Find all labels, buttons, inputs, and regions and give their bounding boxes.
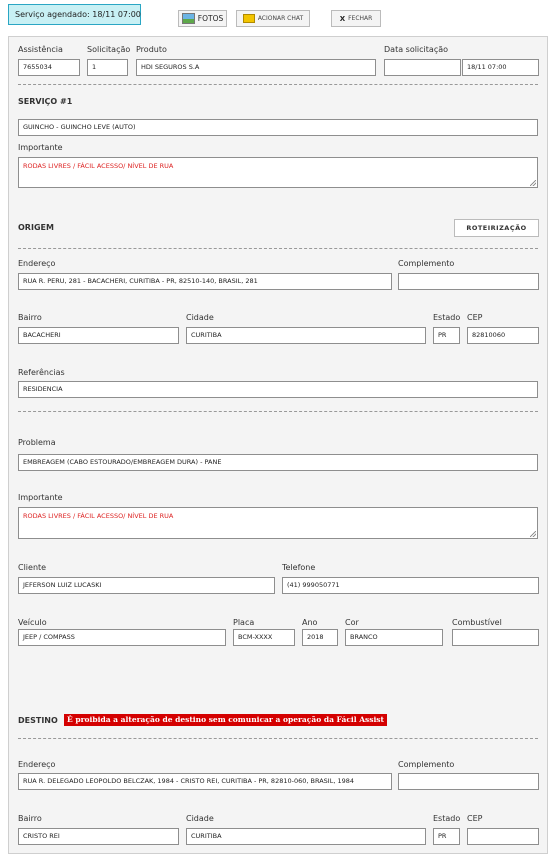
solicitacao-label: Solicitação <box>87 45 131 54</box>
destino-estado-label: Estado <box>433 814 461 823</box>
divider <box>18 84 538 85</box>
problema-importante-label: Importante <box>18 493 63 502</box>
destino-estado-input[interactable]: PR <box>433 828 460 845</box>
destino-bairro-label: Bairro <box>18 814 42 823</box>
cliente-input[interactable]: JEFERSON LUIZ LUCASKI <box>18 577 275 594</box>
origem-cidade-input[interactable]: CURITIBA <box>186 327 426 344</box>
data-solicitacao-time-input[interactable]: 18/11 07:00 <box>462 59 539 76</box>
servico-importante-text: RODAS LIVRES / FÁCIL ACESSO/ NÍVEL DE RUA <box>23 162 174 170</box>
scheduled-badge-text: Serviço agendado: 18/11 07:00 <box>15 10 141 19</box>
divider <box>18 738 538 739</box>
close-label: FECHAR <box>348 15 373 22</box>
data-solicitacao-date-input[interactable] <box>384 59 461 76</box>
scheduled-badge <box>8 4 141 25</box>
servico-title: SERVIÇO #1 <box>18 97 73 106</box>
origem-complemento-label: Complemento <box>398 259 455 268</box>
combustivel-input[interactable] <box>452 629 539 646</box>
problema-input[interactable]: EMBREAGEM (CABO ESTOURADO/EMBREAGEM DURA) - PANE <box>18 454 538 471</box>
placa-label: Placa <box>233 618 255 627</box>
ano-input[interactable]: 2018 <box>302 629 338 646</box>
chat-button[interactable] <box>236 10 310 27</box>
destino-cep-label: CEP <box>467 814 483 823</box>
photos-button[interactable] <box>178 10 227 27</box>
problema-importante-textarea[interactable] <box>18 507 538 539</box>
produto-label: Produto <box>136 45 167 54</box>
origem-endereco-label: Endereço <box>18 259 56 268</box>
destino-cidade-label: Cidade <box>186 814 214 823</box>
origem-complemento-input[interactable] <box>398 273 539 290</box>
origem-cep-input[interactable]: 82810060 <box>467 327 539 344</box>
cor-label: Cor <box>345 618 359 627</box>
resize-grip-icon[interactable] <box>530 531 536 537</box>
origem-estado-input[interactable]: PR <box>433 327 460 344</box>
close-icon: X <box>339 14 346 23</box>
origem-cep-label: CEP <box>467 313 483 322</box>
origem-cidade-label: Cidade <box>186 313 214 322</box>
solicitacao-input[interactable]: 1 <box>87 59 128 76</box>
chat-label: ACIONAR CHAT <box>257 15 304 22</box>
destino-complemento-label: Complemento <box>398 760 455 769</box>
resize-grip-icon[interactable] <box>530 180 536 186</box>
origem-referencias-label: Referências <box>18 368 65 377</box>
divider <box>18 248 538 249</box>
close-button[interactable] <box>331 10 381 27</box>
servico-importante-label: Importante <box>18 143 63 152</box>
placa-input[interactable]: BCM-XXXX <box>233 629 295 646</box>
destino-bairro-input[interactable]: CRISTO REI <box>18 828 179 845</box>
destino-title: DESTINO <box>18 716 58 725</box>
envelope-icon <box>243 14 255 23</box>
servico-importante-textarea[interactable] <box>18 157 538 188</box>
telefone-input[interactable]: (41) 999050771 <box>282 577 539 594</box>
veiculo-input[interactable]: JEEP / COMPASS <box>18 629 226 646</box>
photos-label: FOTOS <box>197 14 224 23</box>
ano-label: Ano <box>302 618 318 627</box>
veiculo-label: Veículo <box>18 618 47 627</box>
photos-icon <box>182 13 195 24</box>
telefone-label: Telefone <box>282 563 316 572</box>
problema-label: Problema <box>18 438 56 447</box>
destino-endereco-input[interactable]: RUA R. DELEGADO LEOPOLDO BELCZAK, 1984 - CRISTO REI, CURITIBA - PR, 82810-060, BRASIL, 1984 <box>18 773 392 790</box>
destino-warning-banner: É proibida a alteração de destino sem comunicar a operação da Fácil Assist <box>64 714 387 726</box>
origem-bairro-label: Bairro <box>18 313 42 322</box>
destino-complemento-input[interactable] <box>398 773 539 790</box>
origem-endereco-input[interactable]: RUA R. PERU, 281 - BACACHERI, CURITIBA - PR, 82510-140, BRASIL, 281 <box>18 273 392 290</box>
origem-title: ORIGEM <box>18 223 54 232</box>
destino-endereco-label: Endereço <box>18 760 56 769</box>
assistencia-label: Assistência <box>18 45 63 54</box>
destino-cep-input[interactable] <box>467 828 539 845</box>
produto-input[interactable]: HDI SEGUROS S.A <box>136 59 376 76</box>
destino-cidade-input[interactable]: CURITIBA <box>186 828 426 845</box>
assistencia-input[interactable]: 7655034 <box>18 59 80 76</box>
origem-bairro-input[interactable]: BACACHERI <box>18 327 179 344</box>
servico-tipo-input[interactable]: GUINCHO - GUINCHO LEVE (AUTO) <box>18 119 538 136</box>
roteirizacao-button[interactable]: ROTEIRIZAÇÃO <box>454 219 539 237</box>
data-solicitacao-label: Data solicitação <box>384 45 449 54</box>
problema-importante-text: RODAS LIVRES / FÁCIL ACESSO/ NÍVEL DE RUA <box>23 512 174 520</box>
cliente-label: Cliente <box>18 563 47 572</box>
divider <box>18 411 538 412</box>
origem-referencias-input[interactable]: RESIDENCIA <box>18 381 538 398</box>
combustivel-label: Combustível <box>452 618 502 627</box>
origem-estado-label: Estado <box>433 313 461 322</box>
cor-input[interactable]: BRANCO <box>345 629 443 646</box>
